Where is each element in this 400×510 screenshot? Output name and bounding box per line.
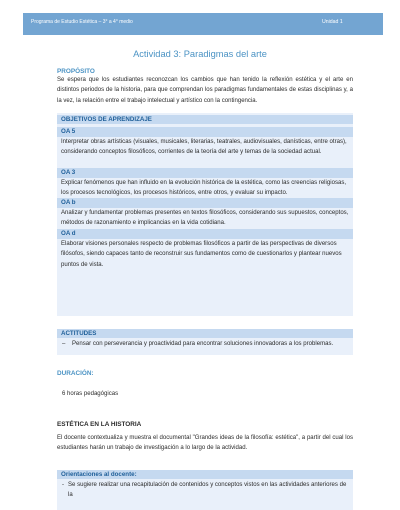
objetivos-heading: OBJETIVOS DE APRENDIZAJE [61, 116, 152, 123]
oa-text-1: Interpretar obras artísticas (visuales, musicales, literarias, teatrales, audiovisuales, danísticas, entre otras), considerando conceptos filosóficos, corrientes de la teoría del arte y temas de la sociedad actual. [61, 139, 347, 156]
oa-code-4: OA d [61, 230, 76, 237]
estetica-heading: ESTÉTICA EN LA HISTORIA [57, 421, 142, 428]
proposito-text: Se espera que los estudiantes reconozcan los cambios que han tenido la reflexión estética y el arte en distintos periodos de la historia, para que comprendan los paradigmas fundamentales de estas disciplinas y, a la vez, la relación entre el trabajo intelectual y artístico con la contingencia. [57, 77, 353, 104]
orientaciones-text: Se sugiere realizar una recapitulación de contenidos y conceptos vistos en las actividades anteriores de la [68, 482, 347, 499]
oa-band-1 [57, 127, 353, 137]
program-header-text: Programa de Estudio Estética – 3° a 4° medio [31, 19, 133, 25]
oa-code-3: OA b [61, 199, 76, 206]
oa-band-3 [57, 198, 353, 208]
activity-title: Actividad 3: Paradigmas del arte [133, 49, 267, 59]
orientaciones-heading: Orientaciones al docente: [61, 471, 137, 478]
orientaciones-bullet: - [62, 482, 65, 488]
actitudes-bullet: – [62, 341, 66, 347]
estetica-text: El docente contextualiza y muestra el documental "Grandes ideas de la filosofía: estética", a partir del cual los estudiantes harán un trabajo de investigación a lo largo de la actividad. [57, 435, 353, 452]
oa-code-1: OA 5 [61, 128, 76, 135]
actitudes-heading: ACTITUDES [61, 330, 97, 337]
actitudes-header-band [57, 329, 353, 338]
duracion-value: 6 horas pedagógicas [62, 391, 119, 397]
oa-band-2 [57, 168, 353, 178]
actitud-item: Pensar con perseverancia y proactividad para encontrar soluciones innovadoras a los problemas. [72, 341, 334, 347]
oa-band-4 [57, 229, 353, 239]
duracion-heading: DURACIÓN: [57, 370, 94, 377]
unit-label: Unidad 1 [322, 19, 343, 25]
oa-code-2: OA 3 [61, 169, 76, 176]
oa-text-4: Elaborar visiones personales respecto de problemas filosóficos a partir de las perspectivas de diversos filósofos, siendo capaces tanto de reconstruir sus fundamentos como de cuestionarlos y plantear nuevos puntos de vista. [61, 241, 342, 268]
oa-text-2: Explicar fenómenos que han influido en la evolución histórica de la estética, como las creencias religiosas, los procesos tecnológicos, los procesos históricos, entre otros, y evaluar su impacto. [61, 180, 347, 197]
oa-text-3: Analizar y fundamentar problemas presentes en textos filosóficos, considerando sus supuestos, conceptos, métodos de razonamiento e implicancias en la vida cotidiana. [61, 210, 349, 227]
proposito-heading: PROPÓSITO [57, 68, 95, 75]
